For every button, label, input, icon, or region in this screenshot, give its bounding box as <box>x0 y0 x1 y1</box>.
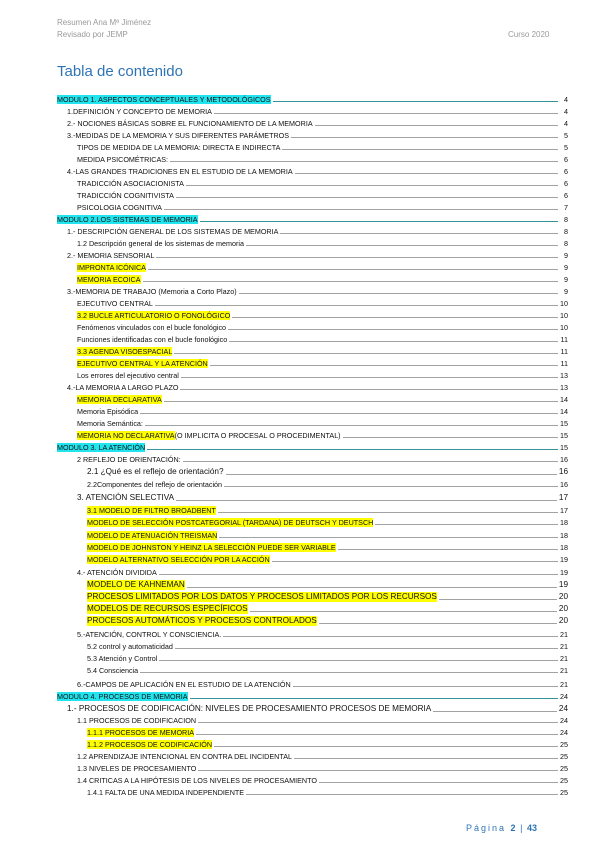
toc-entry-page: 19 <box>560 555 568 564</box>
page-footer <box>466 823 537 833</box>
toc-entry-page: 24 <box>560 716 568 725</box>
toc-entry-title: Memoria Episódica <box>77 407 139 416</box>
toc-entry[interactable] <box>0 716 599 725</box>
toc-entry[interactable] <box>0 239 599 248</box>
toc-dot-leader <box>181 377 558 378</box>
toc-entry-page: 4 <box>564 95 568 104</box>
toc-entry-page: 18 <box>560 531 568 540</box>
toc-dot-leader <box>229 341 558 342</box>
toc-entry-page: 16 <box>560 480 568 489</box>
toc-entry-page: 18 <box>560 543 568 552</box>
toc-entry[interactable] <box>0 630 599 639</box>
toc-entry-title: Fenómenos vinculados con el bucle fonológico <box>77 323 227 332</box>
toc-dot-leader <box>147 449 558 450</box>
toc-entry-title: 1.1.2 PROCESOS DE CODIFICACIÓN <box>87 740 213 749</box>
toc-entry-title: 5.4 Consciencia <box>87 666 139 675</box>
toc-entry-page: 11 <box>560 359 568 368</box>
toc-entry-title: 1.2 Descripción general de los sistemas de memoria <box>77 239 244 248</box>
toc-entry[interactable] <box>0 493 599 503</box>
toc-dot-leader <box>218 512 558 513</box>
toc-entry[interactable] <box>0 692 599 701</box>
toc-entry-title: 5.3 Atención y Control <box>87 654 158 663</box>
toc-dot-leader <box>196 734 558 735</box>
toc-entry-page: 13 <box>560 371 568 380</box>
toc-dot-leader <box>375 524 558 525</box>
toc-entry[interactable] <box>0 616 599 626</box>
toc-entry-page: 11 <box>560 347 568 356</box>
toc-entry-title: PSICOLOGIA COGNITIVA <box>77 203 162 212</box>
toc-entry[interactable] <box>0 555 599 564</box>
toc-dot-leader <box>148 269 558 270</box>
toc-dot-leader <box>159 574 558 575</box>
toc-entry-title: 3.3 AGENDA VISOESPACIAL <box>77 347 173 356</box>
toc-dot-leader <box>164 401 558 402</box>
toc-dot-leader <box>291 137 558 138</box>
toc-entry-page: 10 <box>560 311 568 320</box>
toc-entry[interactable] <box>0 467 599 477</box>
toc-entry[interactable] <box>0 666 599 675</box>
toc-entry-title: MODULO 3. LA ATENCIÓN <box>57 443 146 452</box>
toc-entry[interactable] <box>0 155 599 164</box>
toc-dot-leader <box>295 173 558 174</box>
toc-entry[interactable] <box>0 131 599 140</box>
toc-entry-page: 16 <box>558 467 568 476</box>
toc-entry-title: 1.- PROCESOS DE CODIFICACIÓN: NIVELES DE PROCESAMIENTO PROCESOS DE MEMORIA <box>67 704 432 713</box>
toc-entry[interactable] <box>0 480 599 489</box>
toc-entry-title: Los errores del ejecutivo central <box>77 371 179 380</box>
toc-entry-title: 3.-MEMORIA DE TRABAJO (Memoria a Corto Plazo) <box>67 287 237 296</box>
toc-entry-page: 17 <box>560 506 568 515</box>
toc-dot-leader <box>272 561 558 562</box>
toc-dot-leader <box>219 537 558 538</box>
toc-entry-page: 25 <box>560 776 568 785</box>
toc-entry-page: 5 <box>564 131 568 140</box>
toc-entry-page: 21 <box>560 654 568 663</box>
toc-entry[interactable] <box>0 788 599 797</box>
toc-dot-leader <box>140 413 558 414</box>
toc-entry[interactable] <box>0 275 599 284</box>
toc-entry[interactable] <box>0 604 599 614</box>
toc-entry-title: MEMORIA ECOICA <box>77 275 141 284</box>
toc-dot-leader <box>224 486 558 487</box>
toc-entry-page: 5 <box>564 143 568 152</box>
toc-entry-page: 6 <box>564 155 568 164</box>
toc-entry[interactable] <box>0 179 599 188</box>
toc-entry-title: Memoria Semántica: <box>77 419 143 428</box>
toc-entry-page: 13 <box>560 383 568 392</box>
toc-dot-leader <box>282 149 558 150</box>
toc-entry-title: 1.- DESCRIPCIÓN GENERAL DE LOS SISTEMAS DE MEMORIA <box>67 227 279 236</box>
toc-entry-title: EJECUTIVO CENTRAL <box>77 299 153 308</box>
toc-entry-page: 9 <box>564 251 568 260</box>
toc-entry[interactable] <box>0 776 599 785</box>
toc-entry-page: 21 <box>560 630 568 639</box>
toc-dot-leader <box>246 245 558 246</box>
toc-entry-title: MEDIDA PSICOMÉTRICAS: <box>77 155 169 164</box>
toc-entry[interactable] <box>0 728 599 737</box>
toc-entry-page: 8 <box>564 215 568 224</box>
toc-dot-leader <box>183 461 558 462</box>
toc-dot-leader <box>186 185 558 186</box>
toc-entry-title: PROCESOS LIMITADOS POR LOS DATOS Y PROCESOS LIMITADOS POR LOS RECURSOS <box>87 592 437 601</box>
toc-entry-title: 2 REFLEJO DE ORIENTACIÓN: <box>77 455 181 464</box>
toc-entry-title: TIPOS DE MEDIDA DE LA MEMORIA: DIRECTA E INDIRECTA <box>77 143 281 152</box>
toc-entry-page: 24 <box>560 728 568 737</box>
toc-entry-title: 1.4 CRITICAS A LA HIPÓTESIS DE LOS NIVELES DE PROCESAMIENTO <box>77 776 317 785</box>
header-author: Resumen Ana Mª Jiménez <box>57 18 152 27</box>
toc-entry-title: 2.1 ¿Qué es el reflejo de orientación? <box>87 467 224 476</box>
toc-dot-leader <box>214 746 558 747</box>
toc-entry-page: 15 <box>560 431 568 440</box>
toc-entry-title: 5.-ATENCIÓN, CONTROL Y CONSCIENCIA. <box>77 630 222 639</box>
toc-entry-page: 9 <box>564 263 568 272</box>
toc-entry-page: 19 <box>558 580 568 589</box>
toc-dot-leader <box>250 611 557 612</box>
toc-dot-leader <box>232 317 558 318</box>
toc-entry-title: 3.-MEDIDAS DE LA MEMORIA Y SUS DIFERENTES PARÁMETROS <box>67 131 290 140</box>
toc-entry[interactable] <box>0 543 599 552</box>
toc-entry-title: 4.- ATENCIÓN DIVIDIDA <box>77 568 157 577</box>
toc-dot-leader <box>294 758 558 759</box>
toc-entry-page: 4 <box>564 119 568 128</box>
toc-entry[interactable] <box>0 263 599 272</box>
toc-entry[interactable] <box>0 107 599 116</box>
toc-entry-page: 6 <box>564 179 568 188</box>
toc-entry-page: 16 <box>560 455 568 464</box>
toc-entry-title: 1.3 NIVELES DE PROCESAMIENTO <box>77 764 197 773</box>
toc-entry[interactable] <box>0 455 599 464</box>
toc-entry-page: 25 <box>560 764 568 773</box>
toc-dot-leader <box>143 281 559 282</box>
toc-entry-title: MODELO DE KAHNEMAN <box>87 580 185 589</box>
toc-dot-leader <box>174 353 558 354</box>
toc-dot-leader <box>343 437 558 438</box>
toc-dot-leader <box>198 722 558 723</box>
toc-entry[interactable] <box>0 506 599 515</box>
toc-entry-title: 4.-LA MEMORIA A LARGO PLAZO <box>67 383 179 392</box>
toc-entry[interactable] <box>0 287 599 296</box>
toc-dot-leader <box>187 587 557 588</box>
toc-entry[interactable] <box>0 191 599 200</box>
toc-entry[interactable] <box>0 531 599 540</box>
toc-entry-page: 6 <box>564 191 568 200</box>
toc-entry-page: 4 <box>564 107 568 116</box>
toc-entry[interactable] <box>0 119 599 128</box>
toc-entry-page: 21 <box>560 680 568 689</box>
toc-dot-leader <box>228 329 558 330</box>
toc-entry[interactable] <box>0 654 599 663</box>
toc-entry[interactable] <box>0 752 599 761</box>
toc-entry-title: PROCESOS AUTOMÁTICOS Y PROCESOS CONTROLADOS <box>87 616 317 625</box>
header-reviewer: Revisado por JEMP <box>57 30 128 39</box>
toc-entry[interactable] <box>0 704 599 714</box>
toc-entry-page: 20 <box>558 616 568 625</box>
toc-entry[interactable] <box>0 251 599 260</box>
toc-entry-title: 3. ATENCIÓN SELECTIVA <box>77 493 175 502</box>
toc-entry[interactable] <box>0 311 599 320</box>
toc-entry[interactable] <box>0 642 599 651</box>
toc-dot-leader <box>190 698 558 699</box>
toc-entry-title: Funciones identificadas con el bucle fonológico <box>77 335 228 344</box>
toc-entry-title: 6.-CAMPOS DE APLICACIÓN EN EL ESTUDIO DE LA ATENCIÓN <box>77 680 291 689</box>
toc-dot-leader <box>145 425 558 426</box>
toc-entry-title: TRADICCIÓN COGNITIVISTA <box>77 191 174 200</box>
toc-entry-title: MODELO ALTERNATIVO SELECCIÓN POR LA ACCIÓN <box>87 555 270 564</box>
toc-entry-title: MODULO 2.LOS SISTEMAS DE MEMORIA <box>57 215 198 224</box>
toc-entry[interactable] <box>0 203 599 212</box>
toc-entry-title: MEMORIA NO DECLARATIVA <box>77 431 175 440</box>
toc-entry[interactable] <box>0 167 599 176</box>
toc-dot-leader <box>180 389 558 390</box>
toc-entry[interactable] <box>0 359 599 368</box>
toc-entry-page: 14 <box>560 395 568 404</box>
toc-entry-page: 10 <box>560 323 568 332</box>
toc-entry-title: IMPRONTA ICÓNICA <box>77 263 146 272</box>
toc-entry-title: MODELO DE SELECCIÓN POSTCATEGORIAL (TARDANA) DE DEUTSCH Y DEUTSCH <box>87 518 374 527</box>
footer-total-pages: 43 <box>526 823 537 833</box>
toc-entry[interactable] <box>0 592 599 602</box>
toc-entry-page: 25 <box>560 788 568 797</box>
toc-entry[interactable] <box>0 335 599 344</box>
toc-dot-leader <box>176 500 557 501</box>
header-course: Curso 2020 <box>508 30 550 39</box>
toc-dot-leader <box>315 125 558 126</box>
footer-separator: | <box>520 823 523 833</box>
toc-entry-page: 20 <box>558 604 568 613</box>
toc-entry-title: 1.1 PROCESOS DE CODIFICACION <box>77 716 197 725</box>
toc-entry-title: 3.2 BUCLE ARTICULATORIO O FONOLÓGICO <box>77 311 231 320</box>
toc-dot-leader <box>140 672 558 673</box>
toc-entry-page: 11 <box>560 335 568 344</box>
toc-entry[interactable] <box>0 371 599 380</box>
toc-entry[interactable] <box>0 143 599 152</box>
toc-entry-page: 25 <box>560 752 568 761</box>
toc-entry[interactable] <box>0 407 599 416</box>
toc-entry-page: 9 <box>564 287 568 296</box>
toc-entry-title: 2.- NOCIONES BÁSICAS SOBRE EL FUNCIONAMIENTO DE LA MEMORIA <box>67 119 313 128</box>
toc-dot-leader <box>156 257 558 258</box>
toc-entry-page: 17 <box>558 493 568 502</box>
toc-dot-leader <box>433 711 557 712</box>
toc-entry[interactable] <box>0 443 599 452</box>
toc-entry-title: 1.4.1 FALTA DE UNA MEDIDA INDEPENDIENTE <box>87 788 245 797</box>
toc-dot-leader <box>214 113 558 114</box>
toc-dot-leader <box>319 782 558 783</box>
toc-entry-page: 20 <box>558 592 568 601</box>
toc-entry-title: MODELO DE ATENUACIÓN TREISMAN <box>87 531 218 540</box>
toc-entry-title: 4.-LAS GRANDES TRADICIONES EN EL ESTUDIO DE LA MEMORIA <box>67 167 293 176</box>
toc-entry-title: TRADICCIÓN ASOCIACIONISTA <box>77 179 184 188</box>
toc-entry-page: 7 <box>564 203 568 212</box>
toc-entry-title: 3.1 MODELO DE FILTRO BROADBENT <box>87 506 216 515</box>
footer-page-word: Página <box>466 823 507 833</box>
toc-entry-title: 1.DEFINICIÓN Y CONCEPTO DE MEMORIA <box>67 107 212 116</box>
toc-entry-page: 21 <box>560 666 568 675</box>
toc-dot-leader <box>293 686 558 687</box>
toc-entry-title: 1.1.1 PROCESOS DE MEMORIA <box>87 728 195 737</box>
toc-dot-leader <box>223 636 558 637</box>
toc-entry[interactable] <box>0 680 599 689</box>
toc-dot-leader <box>319 623 557 624</box>
toc-dot-leader <box>200 221 558 222</box>
toc-entry-page: 18 <box>560 518 568 527</box>
toc-entry[interactable] <box>0 740 599 749</box>
toc-entry-page: 19 <box>560 568 568 577</box>
toc-dot-leader <box>198 770 558 771</box>
toc-entry-title: 2.2Componentes del reflejo de orientación <box>87 480 223 489</box>
toc-entry-title: 2.- MEMORIA SENSORIAL <box>67 251 155 260</box>
toc-entry-title: MODELOS DE RECURSOS ESPECÍFICOS <box>87 604 248 613</box>
toc-dot-leader <box>273 101 558 102</box>
toc-entry-page: 8 <box>564 227 568 236</box>
toc-entry-page: 8 <box>564 239 568 248</box>
toc-entry[interactable] <box>0 580 599 590</box>
toc-entry-title: 5.2 control y automaticidad <box>87 642 173 651</box>
toc-entry[interactable] <box>0 227 599 236</box>
toc-entry-title: MODULO 4. PROCESOS DE MEMORIA <box>57 692 188 701</box>
toc-dot-leader <box>155 305 558 306</box>
toc-entry[interactable] <box>0 568 599 577</box>
toc-entry-page: 10 <box>560 299 568 308</box>
toc-dot-leader <box>170 161 558 162</box>
toc-entry-page: 15 <box>560 419 568 428</box>
toc-entry-title: MODULO 1. ASPECTOS CONCEPTUALES Y METODOLÓGICOS <box>57 95 271 104</box>
toc-entry[interactable] <box>0 518 599 527</box>
toc-entry[interactable] <box>0 395 599 404</box>
toc-entry-title: MODELO DE JOHNSTON Y HEINZ LA SELECCIÓN PUEDE SER VARIABLE <box>87 543 336 552</box>
toc-title: Tabla de contenido <box>57 63 183 80</box>
toc-entry[interactable] <box>0 383 599 392</box>
toc-dot-leader <box>175 648 558 649</box>
toc-entry[interactable] <box>0 95 599 104</box>
toc-dot-leader <box>338 549 558 550</box>
toc-entry[interactable] <box>0 764 599 773</box>
toc-dot-leader <box>176 197 558 198</box>
toc-entry-title: 1.2 APRENDIZAJE INTENCIONAL EN CONTRA DEL INCIDENTAL <box>77 752 293 761</box>
toc-entry[interactable] <box>0 419 599 428</box>
toc-dot-leader <box>439 599 557 600</box>
toc-dot-leader <box>226 474 557 475</box>
toc-dot-leader <box>210 365 558 366</box>
toc-entry[interactable] <box>0 215 599 224</box>
toc-dot-leader <box>280 233 558 234</box>
toc-entry-page: 15 <box>560 443 568 452</box>
toc-dot-leader <box>159 660 558 661</box>
footer-page-number: 2 <box>510 823 516 833</box>
toc-entry-page: 24 <box>560 692 568 701</box>
toc-entry-page: 24 <box>558 704 568 713</box>
toc-entry-title: EJECUTIVO CENTRAL Y LA ATENCIÓN <box>77 359 208 368</box>
toc-dot-leader <box>164 209 558 210</box>
toc-entry[interactable] <box>0 347 599 356</box>
toc-entry[interactable] <box>0 431 599 440</box>
toc-entry-page: 21 <box>560 642 568 651</box>
toc-entry-page: 6 <box>564 167 568 176</box>
toc-entry[interactable] <box>0 323 599 332</box>
toc-entry[interactable] <box>0 299 599 308</box>
toc-dot-leader <box>246 794 558 795</box>
toc-entry-suffix: (O IMPLICITA O PROCESAL O PROCEDIMENTAL) <box>174 431 341 440</box>
toc-entry-page: 9 <box>564 275 568 284</box>
toc-entry-page: 25 <box>560 740 568 749</box>
toc-entry-title: MEMORIA DECLARATIVA <box>77 395 162 404</box>
toc-dot-leader <box>239 293 558 294</box>
toc-entry-page: 14 <box>560 407 568 416</box>
